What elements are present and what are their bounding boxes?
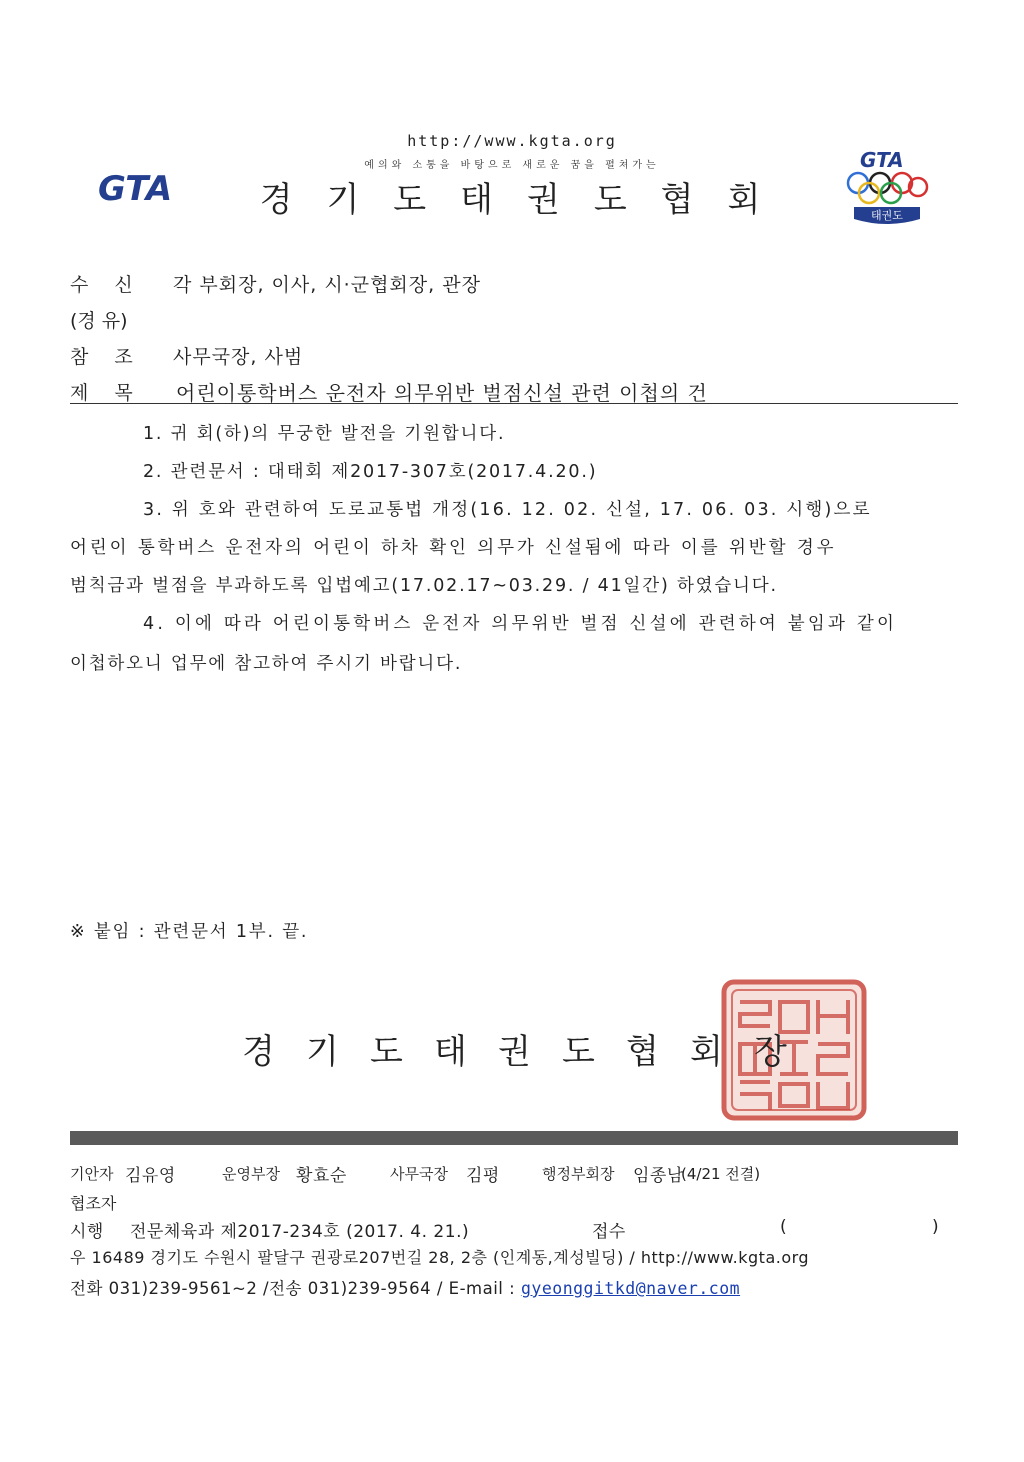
- paragraph-4-line-2: 이첩하오니 업무에 참고하여 주시기 바랍니다.: [70, 654, 463, 674]
- recipient-label: 수 신: [70, 274, 143, 296]
- contact-line: [70, 1275, 740, 1299]
- drafter-label: 기안자: [70, 1165, 114, 1183]
- admin-vp-label: 행정부회장: [542, 1165, 615, 1183]
- subject-value: 어린이통학버스 운전자 의무위반 벌점신설 관련 이첩의 건: [176, 381, 708, 405]
- address-line: 우 16489 경기도 수원시 팔달구 권광로207번길 28, 2층 (인계동,계성빌딩) / http://www.kgta.org: [70, 1248, 810, 1267]
- secretary-general-name: 김평: [466, 1166, 500, 1186]
- subject-divider: [70, 403, 958, 404]
- logo-left-text: GTA: [98, 169, 173, 208]
- gta-taekwondo-logo-right: [840, 145, 935, 229]
- sender-char: 도: [562, 1032, 595, 1072]
- reference-value: 사무국장, 사범: [173, 346, 304, 368]
- attachment-note: ※ 붙임 : 관련문서 1부. 끝.: [70, 922, 309, 942]
- sender-char: 도: [370, 1032, 403, 1072]
- paragraph-2: 2. 관련문서 : 대태회 제2017-307호(2017.4.20.): [143, 462, 598, 482]
- sender-char: 권: [498, 1032, 531, 1072]
- ops-manager-label: 운영부장: [222, 1165, 280, 1183]
- enact-label: 시행: [70, 1222, 104, 1242]
- header-url: http://www.kgta.org: [407, 132, 617, 150]
- contact-prefix: 전화 031)239-9561~2 /전송 031)239-9564 / E-mail :: [70, 1279, 516, 1298]
- paragraph-1: 1. 귀 회(하)의 무궁한 발전을 기원합니다.: [143, 424, 506, 444]
- sender-char: 기: [306, 1032, 339, 1072]
- secretary-general-label: 사무국장: [390, 1165, 448, 1183]
- admin-vp-note: (4/21 전결): [681, 1165, 761, 1183]
- via-label: (경 유): [70, 310, 128, 332]
- paragraph-3-line-2: 어린이 통학버스 운전자의 어린이 하차 확인 의무가 신설됨에 따라 이를 위반할 경우: [70, 538, 837, 558]
- sender-char: 장: [754, 1032, 787, 1072]
- sender-char: 태: [434, 1032, 467, 1072]
- logo-right-text: GTA: [860, 148, 904, 172]
- gta-logo-left: [96, 166, 204, 208]
- receive-paren-open: (: [780, 1217, 788, 1237]
- admin-vp-name: 임종남: [633, 1166, 684, 1186]
- email-link[interactable]: gyeonggitkd@naver.com: [520, 1279, 741, 1298]
- sender-char: 경: [242, 1032, 275, 1072]
- logo-right-badge: 태권도: [871, 209, 903, 222]
- sender-char: 회: [690, 1032, 723, 1072]
- reference-label: 참 조: [70, 346, 143, 368]
- cooperator-label: 협조자: [70, 1194, 117, 1213]
- paragraph-4-line-1: 4. 이에 따라 어린이통학버스 운전자 의무위반 벌점 신설에 관련하여 붙임과 같이: [143, 614, 898, 634]
- official-seal-stamp: [720, 978, 868, 1122]
- paragraph-3-line-1: 3. 위 호와 관련하여 도로교통법 개정(16. 12. 02. 신설, 17. 06. 03. 시행)으로: [143, 500, 872, 520]
- subject-label: 제 목: [70, 382, 143, 404]
- header-motto: 예의와 소통을 바탕으로 새로운 꿈을 펼쳐가는: [364, 160, 660, 171]
- ops-manager-name: 황효순: [296, 1166, 347, 1186]
- footer-divider-bar: [70, 1131, 958, 1145]
- page-title: 경기도태권도협회: [259, 180, 795, 220]
- receive-label: 접수: [592, 1222, 626, 1242]
- receive-paren-close: ): [932, 1217, 940, 1237]
- enact-value: 전문체육과 제2017-234호 (2017. 4. 21.): [130, 1222, 470, 1242]
- paragraph-3-line-3: 범칙금과 벌점을 부과하도록 입법예고(17.02.17~03.29. / 41일간) 하였습니다.: [70, 576, 778, 596]
- recipient-value: 각 부회장, 이사, 시·군협회장, 관장: [173, 274, 481, 296]
- drafter-name: 김유영: [125, 1166, 176, 1186]
- sender-char: 협: [626, 1032, 659, 1072]
